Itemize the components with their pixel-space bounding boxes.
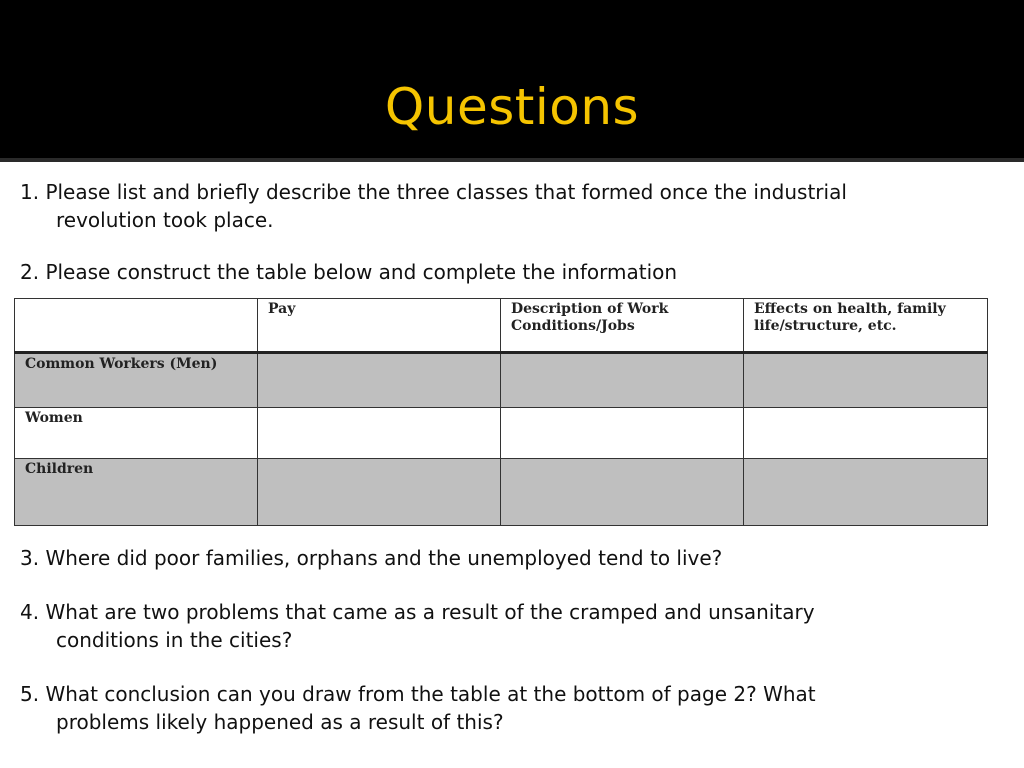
question-1-line-2: revolution took place.: [56, 208, 274, 232]
question-1-line-1: 1. Please list and briefly describe the three classes that formed once the industrial: [20, 180, 847, 204]
row-label-women: Women: [15, 408, 258, 458]
row-label-men: Common Workers (Men): [15, 353, 258, 408]
table-row: [15, 408, 988, 458]
row-label-children: Children: [15, 458, 258, 525]
table-row: [15, 458, 988, 525]
table-cell: [258, 458, 501, 525]
table-cell: [501, 458, 744, 525]
table-row: [15, 353, 988, 408]
table-header-blank: [15, 299, 258, 353]
table-header-row: [15, 299, 988, 353]
question-3: [20, 544, 1016, 572]
info-table: [14, 298, 988, 526]
table-cell: [744, 458, 988, 525]
question-5-line-1: 5. What conclusion can you draw from the table at the bottom of page 2? What: [20, 682, 816, 706]
table-cell: [744, 353, 988, 408]
question-2: [20, 258, 1016, 286]
table-cell: [258, 353, 501, 408]
question-4-line-1: 4. What are two problems that came as a result of the cramped and unsanitary: [20, 600, 815, 624]
question-2-line-1: 2. Please construct the table below and complete the information: [20, 260, 678, 284]
table-header-effects: Effects on health, family life/structure, etc.: [744, 299, 988, 353]
title-divider: [0, 158, 1024, 162]
table-header-conditions: Description of Work Conditions/Jobs: [501, 299, 744, 353]
table-header-pay: Pay: [258, 299, 501, 353]
question-4-line-2: conditions in the cities?: [56, 628, 293, 652]
table-cell: [258, 408, 501, 458]
question-3-line-1: 3. Where did poor families, orphans and the unemployed tend to live?: [20, 546, 723, 570]
table-cell: [744, 408, 988, 458]
question-1: [20, 178, 1016, 234]
table-cell: [501, 353, 744, 408]
slide-title: Questions: [384, 78, 640, 136]
question-4: [20, 598, 1016, 654]
table-cell: [501, 408, 744, 458]
question-5: [20, 680, 1016, 736]
question-5-line-2: problems likely happened as a result of this?: [56, 710, 504, 734]
